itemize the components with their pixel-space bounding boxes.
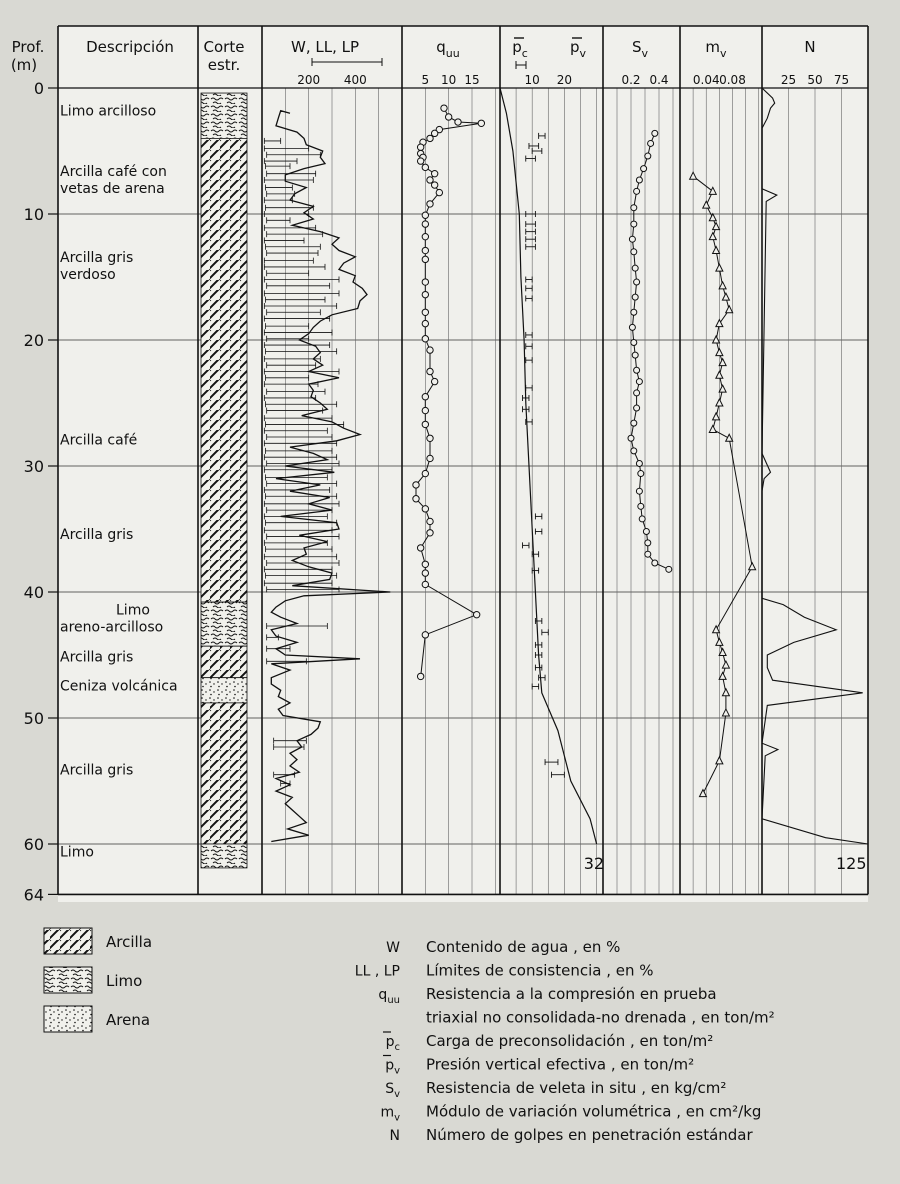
stratum-limo [201,93,247,138]
quu-point [431,130,437,136]
sv-point [636,379,642,385]
legend-description: Presión vertical efectiva , en ton/m² [426,1055,695,1074]
sv-point [632,294,638,300]
legend-label-arcilla: Arcilla [106,933,153,951]
quu-point [422,291,428,297]
depth-tick-label: 20 [23,331,44,350]
n-tick-label: 50 [807,73,823,87]
layer-description: Arcilla gris [60,249,134,266]
quu-point [431,182,437,188]
sv-point [628,435,634,441]
legend-symbol: LL , LP [354,963,400,980]
quu-point [417,545,423,551]
quu-point [422,320,428,326]
quu-point [427,455,433,461]
quu-point [422,394,428,400]
quu-point [427,347,433,353]
header-n: N [804,38,816,56]
quu-point [422,407,428,413]
mv-tick-label: 0.04 [692,73,720,87]
depth-tick-label: 50 [23,709,44,728]
legend-description: Resistencia de veleta in situ , en kg/cm² [426,1079,727,1097]
header-sv: $S_v$ [631,38,649,60]
quu-point [455,119,461,125]
header-prof: Prof. [11,38,45,56]
legend-description: Módulo de variación volumétrica , en cm²/kg [426,1102,762,1121]
sv-point [638,471,644,477]
stratum-limo [201,602,247,646]
quu-point [478,120,484,126]
legend-description: Límites de consistencia , en % [426,961,654,980]
quu-point [427,435,433,441]
sv-point [629,236,635,242]
legend-symbol: $m_v$ [380,1104,400,1124]
layer-description: Arcilla gris [60,527,134,544]
depth-tick-label: 0 [33,79,44,98]
legend-symbol: $p_c$ [385,1034,400,1053]
header-pc: $p_c$ [512,38,528,60]
sv-point [652,560,658,566]
quu-point [427,518,433,524]
sv-point [631,309,637,315]
legend-swatch-arena [44,1006,92,1032]
quu-point [427,177,433,183]
quu-point [422,233,428,239]
n-offscale-label: 125 [836,853,867,873]
quu-point [473,611,479,617]
stratum-arcilla [201,138,247,602]
p-tick-label: 10 [524,73,540,87]
layer-description: verdoso [60,266,116,283]
quu-point [413,496,419,502]
quu-tick-label: 10 [441,73,457,87]
sv-point [632,265,638,271]
layer-description: Arcilla café con [60,164,167,181]
depth-tick-label: 40 [23,583,44,602]
quu-point [422,212,428,218]
depth-tick-label: 60 [23,835,44,854]
quu-point [422,421,428,427]
legend-swatch-limo [44,967,92,993]
sv-point [631,205,637,211]
quu-point [427,135,433,141]
quu-point [445,114,451,120]
quu-point [422,632,428,638]
sv-point [645,551,651,557]
sv-point [652,130,658,136]
sv-tick-label: 0.4 [649,73,669,87]
legend-description: Carga de preconsolidación , en ton/m² [426,1032,714,1050]
sv-point [636,177,642,183]
quu-point [436,189,442,195]
quu-point [422,570,428,576]
quu-point [422,470,428,476]
stratum-limo [201,844,247,868]
quu-tick-label: 5 [421,73,430,87]
depth-tick-label: 30 [23,457,44,476]
quu-tick-label: 15 [464,73,480,87]
header-corte-estr: estr. [207,56,241,74]
layer-description: Arcilla café [60,432,138,449]
depth-tick-label: 64 [23,885,44,905]
layer-description: Arcilla gris [60,762,134,779]
layer-description: Limo [116,602,150,619]
quu-point [422,561,428,567]
header-w-ll-lp: W, LL, LP [290,38,360,56]
quu-point [427,530,433,536]
legend-description: Resistencia a la compresión en prueba [426,985,717,1003]
quu-point [431,378,437,384]
sv-point [631,340,637,346]
sv-point [643,529,649,535]
sv-point [634,390,640,396]
sv-point [631,249,637,255]
quu-point [422,506,428,512]
header-corte: Corte [203,38,245,56]
sv-point [634,367,640,373]
sv-point [645,540,651,546]
quu-point [441,105,447,111]
quu-point [417,144,423,150]
layer-description: Limo [60,844,94,861]
n-tick-label: 25 [780,73,797,87]
quu-point [413,482,419,488]
chart-panel [58,26,868,902]
quu-point [422,309,428,315]
pv-offscale-label: 32 [583,853,605,873]
sv-point [634,405,640,411]
sv-point [631,420,637,426]
legend-symbol: W [386,940,400,956]
sv-point [645,153,651,159]
legend-symbol: $p_v$ [385,1057,400,1077]
sv-point [632,352,638,358]
layer-description: Arcilla gris [60,649,134,666]
sv-point [638,503,644,509]
sv-point [636,460,642,466]
legend-symbol: N [389,1128,400,1144]
header-pv: $p_v$ [569,38,587,60]
n-tick-label: 75 [833,73,850,87]
quu-point [422,279,428,285]
sv-tick-label: 0.2 [621,73,641,87]
legend-label-arena: Arena [106,1011,151,1029]
sv-point [631,448,637,454]
sv-point [631,221,637,227]
sv-point [641,166,647,172]
layer-description: vetas de arena [60,181,165,198]
header-descripcion: Descripción [86,38,174,56]
quu-point [427,368,433,374]
header-mv: $m_v$ [705,38,727,60]
quu-point [422,256,428,262]
sv-point [634,279,640,285]
quu-point [422,336,428,342]
quu-point [417,673,423,679]
quu-point [422,164,428,170]
layer-description: Limo arcilloso [60,103,157,120]
sv-point [634,188,640,194]
quu-point [422,581,428,587]
p-tick-label: 20 [556,73,573,87]
legend-label-limo: Limo [106,972,143,990]
stratigraphic-column [201,93,247,868]
legend-swatch-arcilla [44,928,92,954]
w-tick-label: 200 [297,73,321,87]
legend-description: triaxial no consolidada-no drenada , en ton/m² [426,1008,775,1027]
sv-point [636,488,642,494]
legend-description: Contenido de agua , en % [426,938,621,956]
stratum-arena [201,678,247,703]
quu-point [422,221,428,227]
legend-description: Número de golpes en penetración estándar [426,1126,753,1144]
legend-symbol: $S_v$ [385,1081,400,1100]
quu-point [431,170,437,176]
quu-point [417,158,423,164]
w-tick-label: 400 [343,73,367,87]
depth-tick-label: 10 [23,205,44,224]
mv-tick-label: 0.08 [719,73,746,87]
quu-point [427,201,433,207]
header-quu: $q_{uu}$ [436,38,460,60]
sv-point [639,516,645,522]
sv-point [629,324,635,330]
layer-description: Ceniza volcánica [60,678,178,695]
stratum-arcilla [201,646,247,678]
quu-point [422,247,428,253]
header-prof-unit: (m) [10,56,38,74]
legend-symbol: $q_{uu}$ [378,987,400,1006]
stratum-arcilla [201,703,247,844]
sv-point [648,140,654,146]
layer-description: areno-arcilloso [60,619,164,636]
sv-point [666,566,672,572]
